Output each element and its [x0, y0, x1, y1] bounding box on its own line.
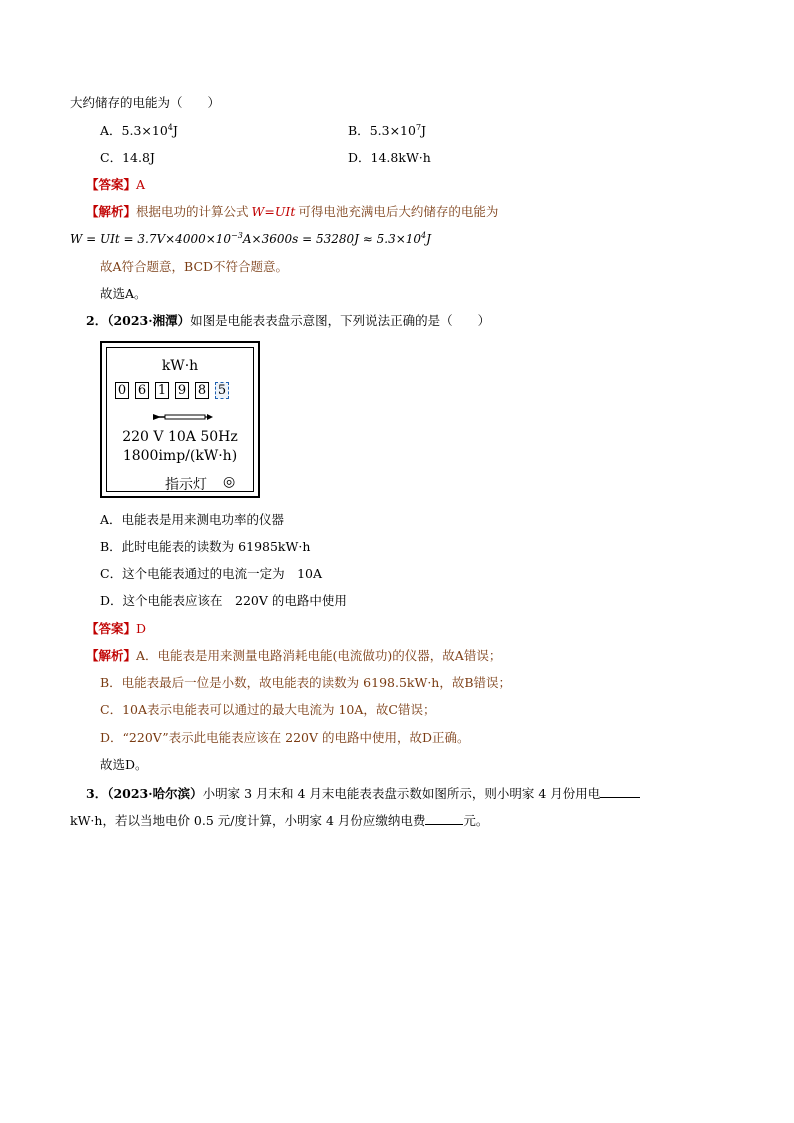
- meter-unit: kW·h: [161, 358, 199, 374]
- q2-analysis-c: C．10A表示电能表可以通过的最大电流为 10A，故C错误；: [100, 702, 436, 717]
- q2-choose: 故选D。: [100, 757, 148, 772]
- q3-blank-1[interactable]: [600, 785, 640, 798]
- meter-specs: 220 V 10A 50Hz 1800imp/(kW·h): [122, 429, 238, 464]
- meter-digit: 6: [135, 382, 149, 399]
- energy-meter-figure: [100, 341, 260, 498]
- q1-option-d: D．14.8kW·h: [348, 150, 431, 165]
- q3-stem-cont: kW·h，若以当地电价 0.5 元/度计算，小明家 4 月份应缴纳电费 元。: [70, 813, 489, 828]
- q2-answer: 【答案】D: [86, 621, 147, 636]
- q3-blank-2[interactable]: [425, 812, 463, 825]
- q1-stem-end: 大约储存的电能为（ ）: [70, 95, 221, 110]
- q1-calculation: W = UIt = $3.7V\times 4000\times 10^{-3}A\times 3600s = 53280J \approx 5.3\times 10^4J$: [70, 231, 431, 246]
- q1-choose: 故选A。: [100, 286, 147, 301]
- q2-analysis-b: B．电能表最后一位是小数，故电能表的读数为 6198.5kW·h，故B错误；: [100, 675, 512, 690]
- q1-option-a: A．$5.3\times 10^4J$: [100, 123, 178, 138]
- q1-conclusion: 故A符合题意，BCD不符合题意。: [100, 259, 289, 274]
- indicator-lamp-icon: ◎: [223, 474, 236, 490]
- meter-digit: 0: [115, 382, 129, 399]
- q1-option-b: B．$5.3\times 10^7J$: [348, 123, 427, 138]
- q1-answer: 【答案】A: [86, 177, 146, 192]
- meter-decimal-digit: 5: [215, 382, 229, 399]
- q2-option-d: D．这个电能表应该在 220V 的电路中使用: [100, 593, 347, 608]
- meter-indicator-label: 指示灯: [165, 477, 207, 493]
- q1-formula: W=UIt: [251, 204, 296, 219]
- meter-digit: 1: [155, 382, 169, 399]
- q2-option-b: B．此时电能表的读数为 61985kW·h: [100, 539, 311, 554]
- q3-stem: 3．（2023·哈尔滨）小明家 3 月末和 4 月末电能表表盘示数如图所示，则小明家 4 月份用电: [86, 785, 640, 803]
- q1-analysis: 【解析】根据电功的计算公式 W=UIt 可得电池充满电后大约储存的电能为: [86, 204, 499, 219]
- q2-analysis-a: 【解析】A．电能表是用来测量电路消耗电能(电流做功)的仪器，故A错误；: [86, 648, 502, 663]
- rotation-arrow-icon: [151, 412, 215, 422]
- q1-option-c: C．14.8J: [100, 150, 155, 165]
- meter-digits: [115, 382, 229, 399]
- q2-stem: 2．（2023·湘潭）如图是电能表表盘示意图，下列说法正确的是（ ）: [86, 313, 491, 328]
- q2-option-a: A．电能表是用来测电功率的仪器: [100, 512, 285, 527]
- q2-option-c: C．这个电能表通过的电流一定为 10A: [100, 566, 322, 581]
- q2-analysis-d: D．“220V”表示此电能表应该在 220V 的电路中使用，故D正确。: [100, 730, 470, 745]
- meter-digit: 9: [175, 382, 189, 399]
- meter-digit: 8: [195, 382, 209, 399]
